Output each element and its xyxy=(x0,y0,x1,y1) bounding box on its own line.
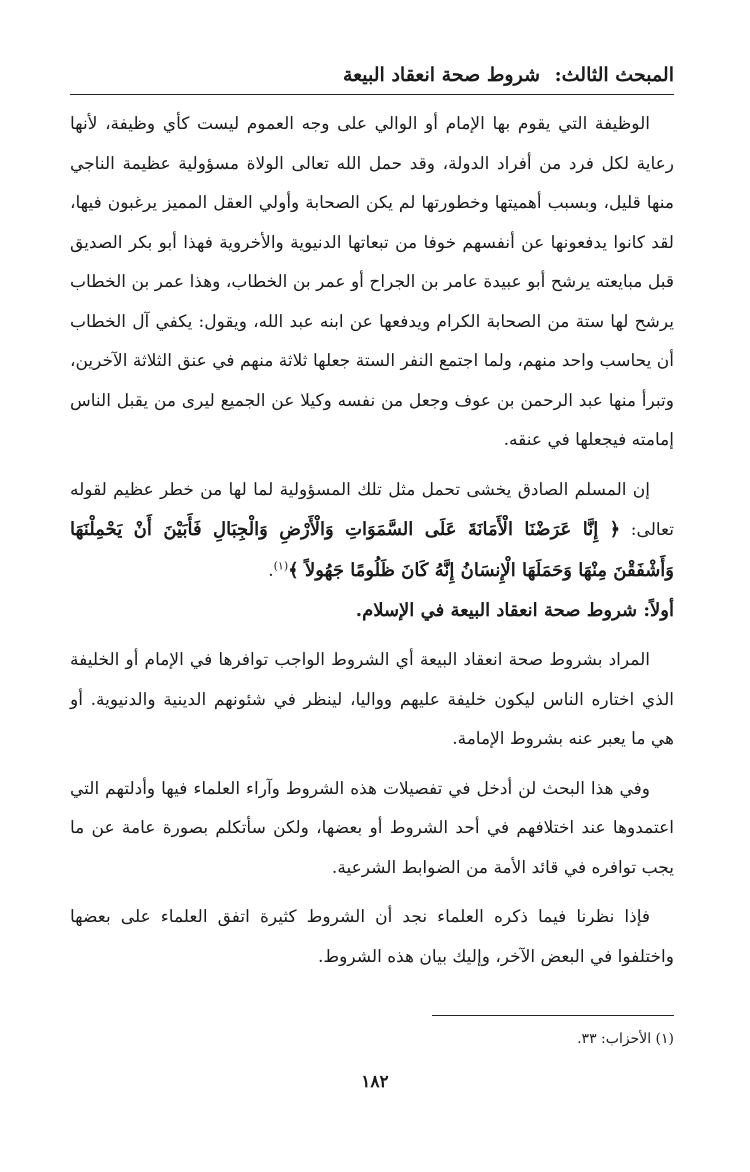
quran-verse: ﴿ إِنَّا عَرَضْنَا الْأَمَانَةَ عَلَى السَّمَوَاتِ وَالْأَرْضِ وَالْجِبَالِ فَأَبَيْنَ أَنْ يَحْمِلْنَهَا وَأَشْفَقْنَ مِنْهَا وَحَمَلَهَا الْإِنسَانُ إِنَّهُ كَانَ ظَلُومًا جَهُولاً ﴾ xyxy=(70,519,674,581)
section-label: المبحث الثالث: xyxy=(554,64,674,86)
paragraph-4: وفي هذا البحث لن أدخل في تفصيلات هذه الشروط وآراء العلماء فيها وأدلتهم التي اعتمدوها عند اختلافهم في أحد الشروط أو بعضها، ولكن سأتكلم بصورة عامة عن ما يجب توافره في قائد الأمة من الضوابط الشرعية. xyxy=(70,778,674,878)
paragraph-2-end: . xyxy=(268,560,274,581)
footnote: (١) الأحزاب: ٣٣. xyxy=(577,1031,674,1047)
paragraph-2 xyxy=(70,471,674,592)
paragraph-2-intro: إن المسلم الصادق يخشى تحمل مثل تلك المسؤولية لما لها من خطر عظيم لقوله تعالى: xyxy=(70,479,674,540)
section-header xyxy=(70,60,674,95)
section-title: شروط صحة انعقاد البيعة xyxy=(342,64,540,86)
footnote-marker: (١) xyxy=(273,558,289,572)
page-body xyxy=(70,60,674,977)
page-number: ١٨٢ xyxy=(361,1072,389,1092)
paragraph-3: المراد بشروط صحة انعقاد البيعة أي الشروط الواجب توافرها في الإمام أو الخليفة الذي اختاره الناس ليكون خليفة عليهم وواليا، لينظر في شئونهم الدينية والدنيوية. أو هي ما يعبر عنه بشروط الإمامة. xyxy=(70,650,674,749)
paragraph-1: الوظيفة التي يقوم بها الإمام أو الوالي على وجه العموم ليست كأي وظيفة، لأنها رعاية لكل فرد من أفراد الدولة، وقد حمل الله تعالى الولاة مسؤولية عظيمة الناجي منها قليل، وبسبب أهميتها وخطورتها لم يكن الصحابة وأولي العقل المميز يرغبون فيها، لقد كانوا يدفعونها عن أنفسهم خوفا من تبعاتها الدنيوية والأخروية فهذا أبو بكر الصديق قبل مبايعته يرشح أبو عبيدة عامر بن الجراح أو عمر بن الخطاب، وهذا عمر بن الخطاب يرشح لها ستة من الصحابة الكرام ويدفعها عن ابنه عبد الله، ويقول: يكفي آل الخطاب أن يحاسب واحد منهم، ولما اجتمع النفر الستة جعلها ثلاثة منهم في عنق الثلاثة الآخرين، وتبرأ منها عبد الرحمن بن عوف وجعل من نفسه وكيلا عن الجميع ليرى من يقبل الناس إمامته فيجعلها في عنقه. xyxy=(70,114,674,450)
footnote-divider xyxy=(432,1015,674,1016)
subheading: أولاً: شروط صحة انعقاد البيعة في الإسلام. xyxy=(355,600,674,621)
paragraph-5: فإذا نظرنا فيما ذكره العلماء نجد أن الشروط كثيرة اتفق العلماء على بعضها واختلفوا في البعض الآخر، وإليك بيان هذه الشروط. xyxy=(70,907,674,967)
